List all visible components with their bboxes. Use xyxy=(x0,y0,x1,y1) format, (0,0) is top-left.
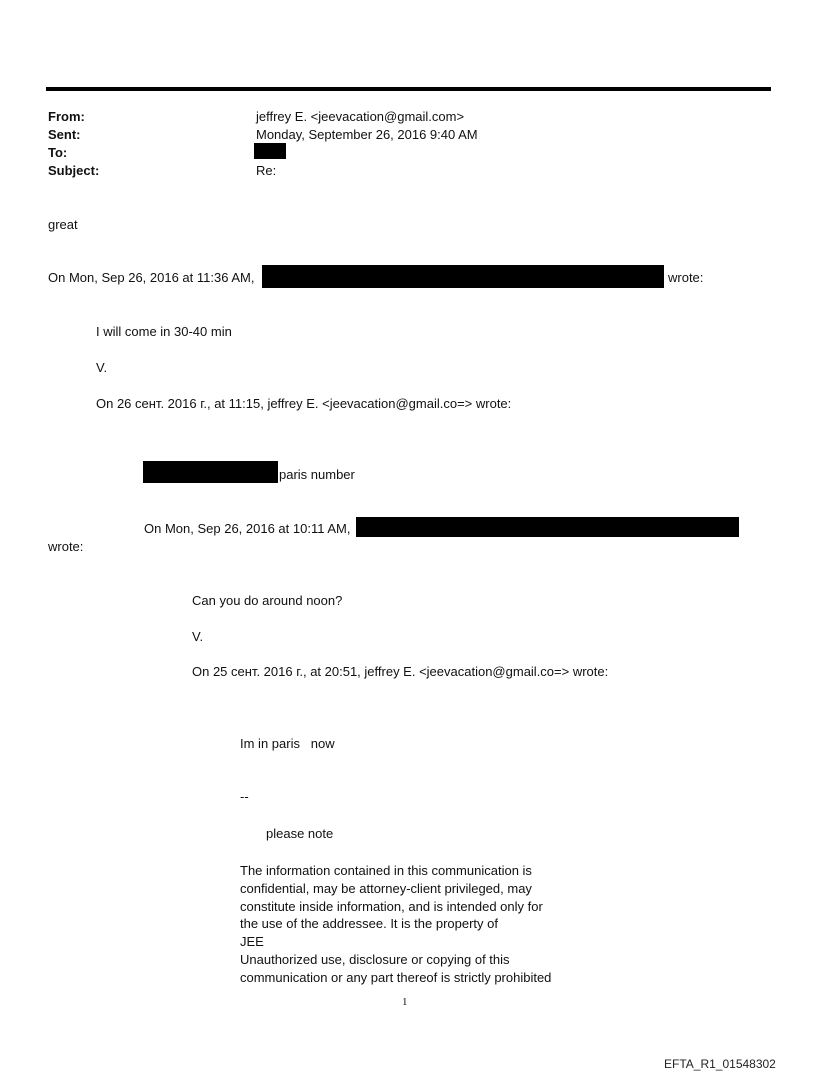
sent-value: Monday, September 26, 2016 9:40 AM xyxy=(256,127,478,142)
from-value: jeffrey E. <jeevacation@gmail.com> xyxy=(256,109,465,124)
signature-separator: -- xyxy=(240,789,249,804)
disclaimer-line: confidential, may be attorney-client privileged, may xyxy=(240,880,532,896)
from-label: From: xyxy=(48,109,85,124)
quote3-intro: On Mon, Sep 26, 2016 at 10:11 AM, xyxy=(144,521,351,536)
msg3-line: Can you do around noon? xyxy=(192,593,343,608)
msg4-text: Im in paris now xyxy=(240,736,335,751)
quote1-sender-redaction xyxy=(262,265,664,288)
disclaimer-line: constitute inside information, and is intended only for xyxy=(240,898,543,914)
msg1-line: I will come in 30-40 min xyxy=(96,324,232,339)
please-note: please note xyxy=(266,826,334,841)
msg2-redaction xyxy=(143,461,278,483)
quote3-wrote: wrote: xyxy=(48,539,84,554)
subject-value: Re: xyxy=(256,163,277,178)
msg1-signature: V. xyxy=(96,360,108,375)
confidentiality-disclaimer xyxy=(240,862,600,987)
quote1-intro: On Mon, Sep 26, 2016 at 11:36 AM, xyxy=(48,270,255,285)
bates-number: EFTA_R1_01548302 xyxy=(664,1057,776,1071)
reply-text: great xyxy=(48,217,78,232)
disclaimer-line: The information contained in this communication is xyxy=(240,863,532,878)
header-rule xyxy=(46,87,771,91)
sent-label: Sent: xyxy=(48,127,81,142)
disclaimer-line: Unauthorized use, disclosure or copying of this xyxy=(240,951,510,967)
quote4-intro: On 25 сент. 2016 г., at 20:51, jeffrey E. <jeevacation@gmail.co=> wrote: xyxy=(192,664,609,679)
quote2-intro: On 26 сент. 2016 г., at 11:15, jeffrey E. <jeevacation@gmail.co=> wrote: xyxy=(96,396,512,411)
page-number: 1 xyxy=(402,996,408,1008)
disclaimer-line: JEE xyxy=(240,934,264,950)
quote1-wrote: wrote: xyxy=(668,270,704,285)
disclaimer-line: the use of the addressee. It is the property of xyxy=(240,916,498,932)
quote3-sender-redaction xyxy=(356,517,739,537)
subject-label: Subject: xyxy=(48,163,100,178)
msg2-text: paris number xyxy=(279,467,355,482)
msg3-signature: V. xyxy=(192,629,204,644)
to-redaction xyxy=(254,143,286,159)
disclaimer-line: communication or any part thereof is strictly prohibited xyxy=(240,969,552,985)
to-label: To: xyxy=(48,145,68,160)
